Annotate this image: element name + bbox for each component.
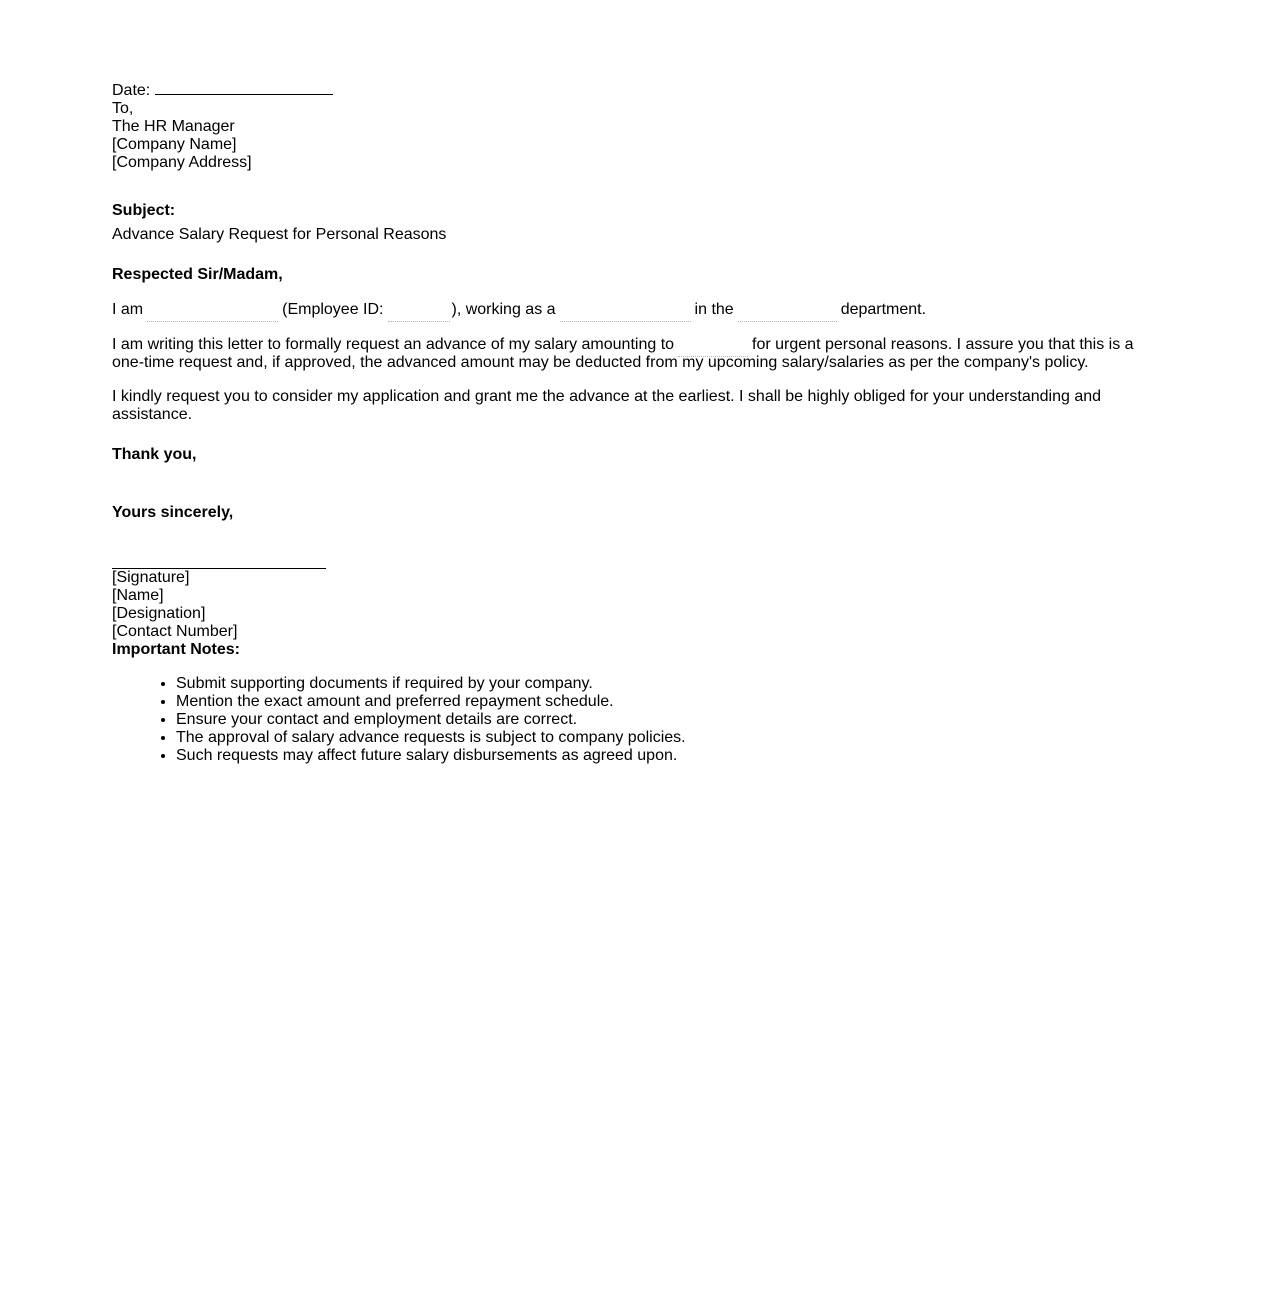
contact-placeholder: [Contact Number] [112,623,238,640]
list-item: • Ensure your contact and employment details are correct. [176,711,1152,729]
recipient: The HR Manager [112,118,235,135]
list-item: • The approval of salary advance requests is subject to company policies. [176,729,1152,747]
date-label: Date: [112,82,151,99]
date-line [112,79,1152,100]
department-field[interactable] [738,303,837,322]
greeting: Respected Sir/Madam, [112,266,283,283]
list-item: • Mention the exact amount and preferred repayment schedule. [176,693,1152,711]
intro-text-5: department. [840,301,927,318]
sincerely-line: Yours sincerely, [112,504,234,521]
list-item: • Submit supporting documents if required by your company. [176,675,1152,693]
amount-field[interactable] [678,338,748,357]
company-name: [Company Name] [112,136,237,153]
intro-text-4: in the [694,301,734,318]
request-text-2: for urgent personal reasons. I assure you that this is a one-time request and, if approved, the advanced amount may be deducted from my upcoming salary/salaries as per the company's policy. [112,336,1134,371]
notes-title: Important Notes: [112,641,240,658]
subject-text: Advance Salary Request for Personal Reasons [112,226,447,243]
intro-text-3: ), working as a [451,301,556,318]
notes-list [112,675,1152,765]
designation-field[interactable] [560,303,691,322]
request-text-1: I am writing this letter to formally request an advance of my salary amounting to [112,336,675,353]
designation-placeholder: [Designation] [112,605,206,622]
intro-text-2: (Employee ID: [282,301,384,318]
list-item: • Such requests may affect future salary disbursements as agreed upon. [176,747,1152,765]
date-blank[interactable] [155,79,333,95]
letter [112,79,1152,765]
employee-id-field[interactable] [388,303,450,322]
to-label: To, [112,100,134,117]
subject-label: Subject: [112,202,176,219]
intro-text-1: I am [112,301,144,318]
intro-paragraph [112,300,1152,319]
request-paragraph [112,335,1152,372]
name-placeholder: [Name] [112,587,164,604]
closing-paragraph: I kindly request you to consider my application and grant me the advance at the earliest. I shall be highly obliged for your understanding and assistance. [112,388,1102,423]
thanks-line: Thank you, [112,446,197,463]
signature-placeholder: [Signature] [112,569,190,586]
company-address: [Company Address] [112,154,252,171]
employee-name-field[interactable] [147,303,278,322]
